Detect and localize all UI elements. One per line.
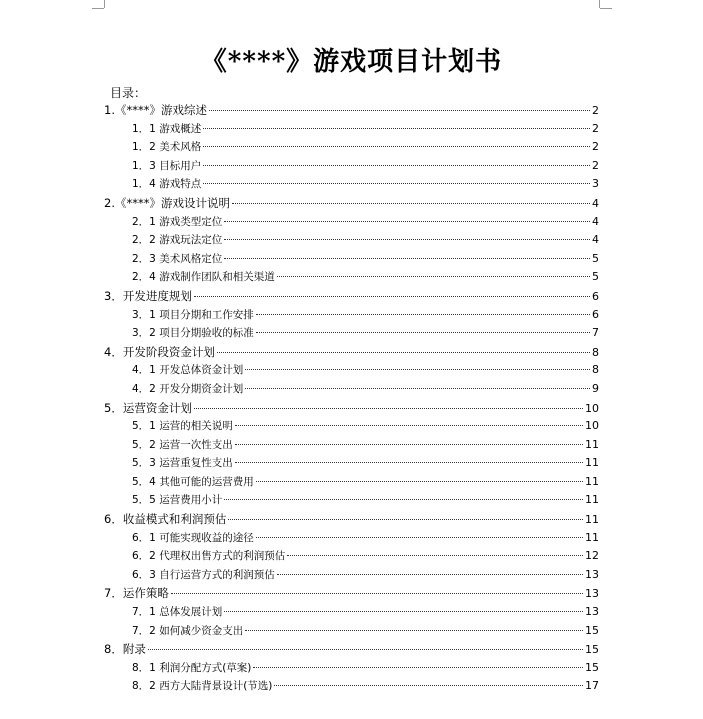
toc-entry-page-number: 11 xyxy=(585,456,599,470)
toc-dot-leader xyxy=(277,276,590,277)
toc-entry-title: 6．3 自行运营方式的利润预估 xyxy=(132,568,275,581)
toc-entry-page-number: 5 xyxy=(592,270,599,284)
toc-dot-leader xyxy=(277,574,583,575)
toc-entry[interactable] xyxy=(104,436,599,455)
toc-entry-title: 1.《****》游戏综述 xyxy=(104,103,207,117)
toc-entry-title: 5．1 运营的相关说明 xyxy=(132,420,233,433)
toc-dot-leader xyxy=(245,369,590,370)
toc-dot-leader xyxy=(194,296,590,297)
toc-dot-leader xyxy=(171,593,583,594)
toc-entry[interactable] xyxy=(104,194,599,213)
toc-entry[interactable] xyxy=(104,250,599,269)
toc-entry-title: 1．2 美术风格 xyxy=(132,141,202,154)
toc-dot-leader xyxy=(209,110,590,111)
toc-dot-leader xyxy=(245,630,583,631)
toc-dot-leader xyxy=(256,481,583,482)
toc-entry[interactable] xyxy=(104,380,599,399)
toc-entry[interactable] xyxy=(104,101,599,120)
toc-entry-page-number: 15 xyxy=(585,643,599,657)
toc-entry-page-number: 5 xyxy=(592,251,599,265)
toc-entry-page-number: 10 xyxy=(585,419,599,433)
toc-dot-leader xyxy=(203,146,590,147)
toc-entry-title: 2．4 游戏制作团队和相关渠道 xyxy=(132,271,275,284)
toc-entry[interactable] xyxy=(104,603,599,622)
toc-entry-page-number: 11 xyxy=(585,437,599,451)
toc-dot-leader xyxy=(203,128,590,129)
toc-dot-leader xyxy=(224,499,583,500)
toc-entry-page-number: 7 xyxy=(592,326,599,340)
toc-entry[interactable] xyxy=(104,324,599,343)
toc-entry-page-number: 8 xyxy=(592,363,599,377)
toc-entry[interactable] xyxy=(104,510,599,529)
toc-entry-page-number: 4 xyxy=(592,196,599,210)
toc-entry-title: 3．1 项目分期和工作安排 xyxy=(132,308,254,321)
toc-dot-leader xyxy=(253,667,583,668)
toc-entry-title: 4．开发阶段资金计划 xyxy=(104,344,215,359)
toc-dot-leader xyxy=(194,408,583,409)
toc-dot-leader xyxy=(224,221,590,222)
toc-dot-leader xyxy=(256,537,583,538)
toc-entry-page-number: 2 xyxy=(592,104,599,117)
toc-entry-title: 2.《****》游戏设计说明 xyxy=(104,195,230,210)
toc-entry-page-number: 11 xyxy=(585,493,599,507)
toc-dot-leader xyxy=(232,203,590,204)
toc-entry[interactable] xyxy=(104,120,599,139)
crop-mark-top-right xyxy=(600,8,612,9)
crop-mark-top-left xyxy=(104,0,105,8)
toc-entry-page-number: 12 xyxy=(585,549,599,563)
toc-dot-leader xyxy=(235,425,583,426)
toc-entry-title: 7．1 总体发展计划 xyxy=(132,606,223,619)
toc-entry-page-number: 2 xyxy=(592,140,599,154)
toc-entry-page-number: 13 xyxy=(585,567,599,581)
toc-entry[interactable] xyxy=(104,231,599,250)
crop-mark-top-right xyxy=(599,0,600,8)
toc-entry-title: 5．2 运营一次性支出 xyxy=(132,438,233,451)
toc-dot-leader xyxy=(287,555,583,556)
toc-entry-title: 2．2 游戏玩法定位 xyxy=(132,234,223,247)
toc-entry-title: 3．2 项目分期验收的标准 xyxy=(132,327,254,340)
toc-entry-title: 8．2 西方大陆背景设计(节选) xyxy=(132,680,273,693)
toc-entry-page-number: 9 xyxy=(592,381,599,395)
toc-entry[interactable] xyxy=(104,491,599,510)
toc-entry-title: 5．4 其他可能的运营费用 xyxy=(132,475,254,488)
toc-entry[interactable] xyxy=(104,584,599,603)
toc-entry-title: 6．1 可能实现收益的途径 xyxy=(132,531,254,544)
toc-dot-leader xyxy=(256,332,590,333)
toc-entry-page-number: 3 xyxy=(592,177,599,191)
toc-entry-page-number: 4 xyxy=(592,214,599,228)
toc-heading: 目录： xyxy=(110,86,147,100)
toc-entry-page-number: 13 xyxy=(585,587,599,601)
toc-dot-leader xyxy=(224,258,590,259)
toc-dot-leader xyxy=(203,165,590,166)
toc-entry[interactable] xyxy=(104,361,599,380)
toc-entry[interactable] xyxy=(104,622,599,641)
toc-entry-title: 7．2 如何减少资金支出 xyxy=(132,624,244,637)
toc-entry-page-number: 2 xyxy=(592,158,599,172)
toc-entry[interactable] xyxy=(104,213,599,232)
toc-dot-leader xyxy=(228,519,583,520)
toc-entry-page-number: 15 xyxy=(585,660,599,674)
toc-entry-title: 6．2 代理权出售方式的利润预估 xyxy=(132,550,286,563)
toc-entry-title: 7．运作策略 xyxy=(104,586,169,601)
toc-entry-title: 2．1 游戏类型定位 xyxy=(132,215,223,228)
toc-entry[interactable] xyxy=(104,157,599,176)
toc-entry[interactable] xyxy=(104,677,599,696)
toc-entry[interactable] xyxy=(104,175,599,194)
toc-entry-page-number: 8 xyxy=(592,345,599,359)
toc-dot-leader xyxy=(224,239,590,240)
toc-entry[interactable] xyxy=(104,529,599,548)
toc-entry[interactable] xyxy=(104,454,599,473)
toc-entry[interactable] xyxy=(104,306,599,325)
toc-entry-title: 4．2 开发分期资金计划 xyxy=(132,382,244,395)
toc-entry[interactable] xyxy=(104,547,599,566)
toc-entry-title: 6．收益模式和利润预估 xyxy=(104,512,227,527)
toc-entry-page-number: 6 xyxy=(592,289,599,303)
toc-dot-leader xyxy=(217,352,590,353)
document-title: 《****》游戏项目计划书 xyxy=(200,47,503,77)
toc-dot-leader xyxy=(274,685,583,686)
toc-entry[interactable] xyxy=(104,343,599,362)
toc-entry-page-number: 17 xyxy=(585,679,599,693)
toc-entry[interactable] xyxy=(104,659,599,678)
toc-entry[interactable] xyxy=(104,268,599,287)
toc-entry-title: 1．4 游戏特点 xyxy=(132,178,202,191)
toc-dot-leader xyxy=(235,462,583,463)
toc-entry[interactable] xyxy=(104,138,599,157)
toc-entry-title: 5．3 运营重复性支出 xyxy=(132,457,233,470)
toc-entry[interactable] xyxy=(104,399,599,418)
toc-dot-leader xyxy=(235,444,583,445)
crop-mark-top-left xyxy=(92,8,104,9)
toc-entry-page-number: 13 xyxy=(585,605,599,619)
toc-entry-title: 8．1 利润分配方式(草案) xyxy=(132,661,252,674)
toc-dot-leader xyxy=(203,183,590,184)
toc-entry-page-number: 4 xyxy=(592,233,599,247)
toc-entry-page-number: 11 xyxy=(585,513,599,527)
toc-entry-page-number: 10 xyxy=(585,401,599,415)
toc-dot-leader xyxy=(245,388,590,389)
toc-entry[interactable] xyxy=(104,417,599,436)
toc-entry[interactable] xyxy=(104,473,599,492)
toc-entry[interactable] xyxy=(104,287,599,306)
toc-entry-page-number: 11 xyxy=(585,474,599,488)
toc-entry-title: 5．运营资金计划 xyxy=(104,400,192,415)
toc-entry-title: 2．3 美术风格定位 xyxy=(132,252,223,265)
toc-entry[interactable] xyxy=(104,640,599,659)
table-of-contents xyxy=(104,101,599,696)
toc-entry-title: 3．开发进度规划 xyxy=(104,288,192,303)
toc-entry-page-number: 15 xyxy=(585,623,599,637)
toc-entry-page-number: 11 xyxy=(585,530,599,544)
toc-dot-leader xyxy=(148,649,583,650)
toc-entry-page-number: 6 xyxy=(592,307,599,321)
toc-entry-title: 4．1 开发总体资金计划 xyxy=(132,364,244,377)
toc-entry-title: 1．1 游戏概述 xyxy=(132,122,202,135)
toc-dot-leader xyxy=(224,611,583,612)
toc-entry-title: 5．5 运营费用小计 xyxy=(132,494,223,507)
toc-entry[interactable] xyxy=(104,566,599,585)
toc-entry-title: 8．附录 xyxy=(104,642,146,657)
toc-entry-page-number: 2 xyxy=(592,121,599,135)
toc-entry-title: 1．3 目标用户 xyxy=(132,159,202,172)
toc-dot-leader xyxy=(256,314,590,315)
